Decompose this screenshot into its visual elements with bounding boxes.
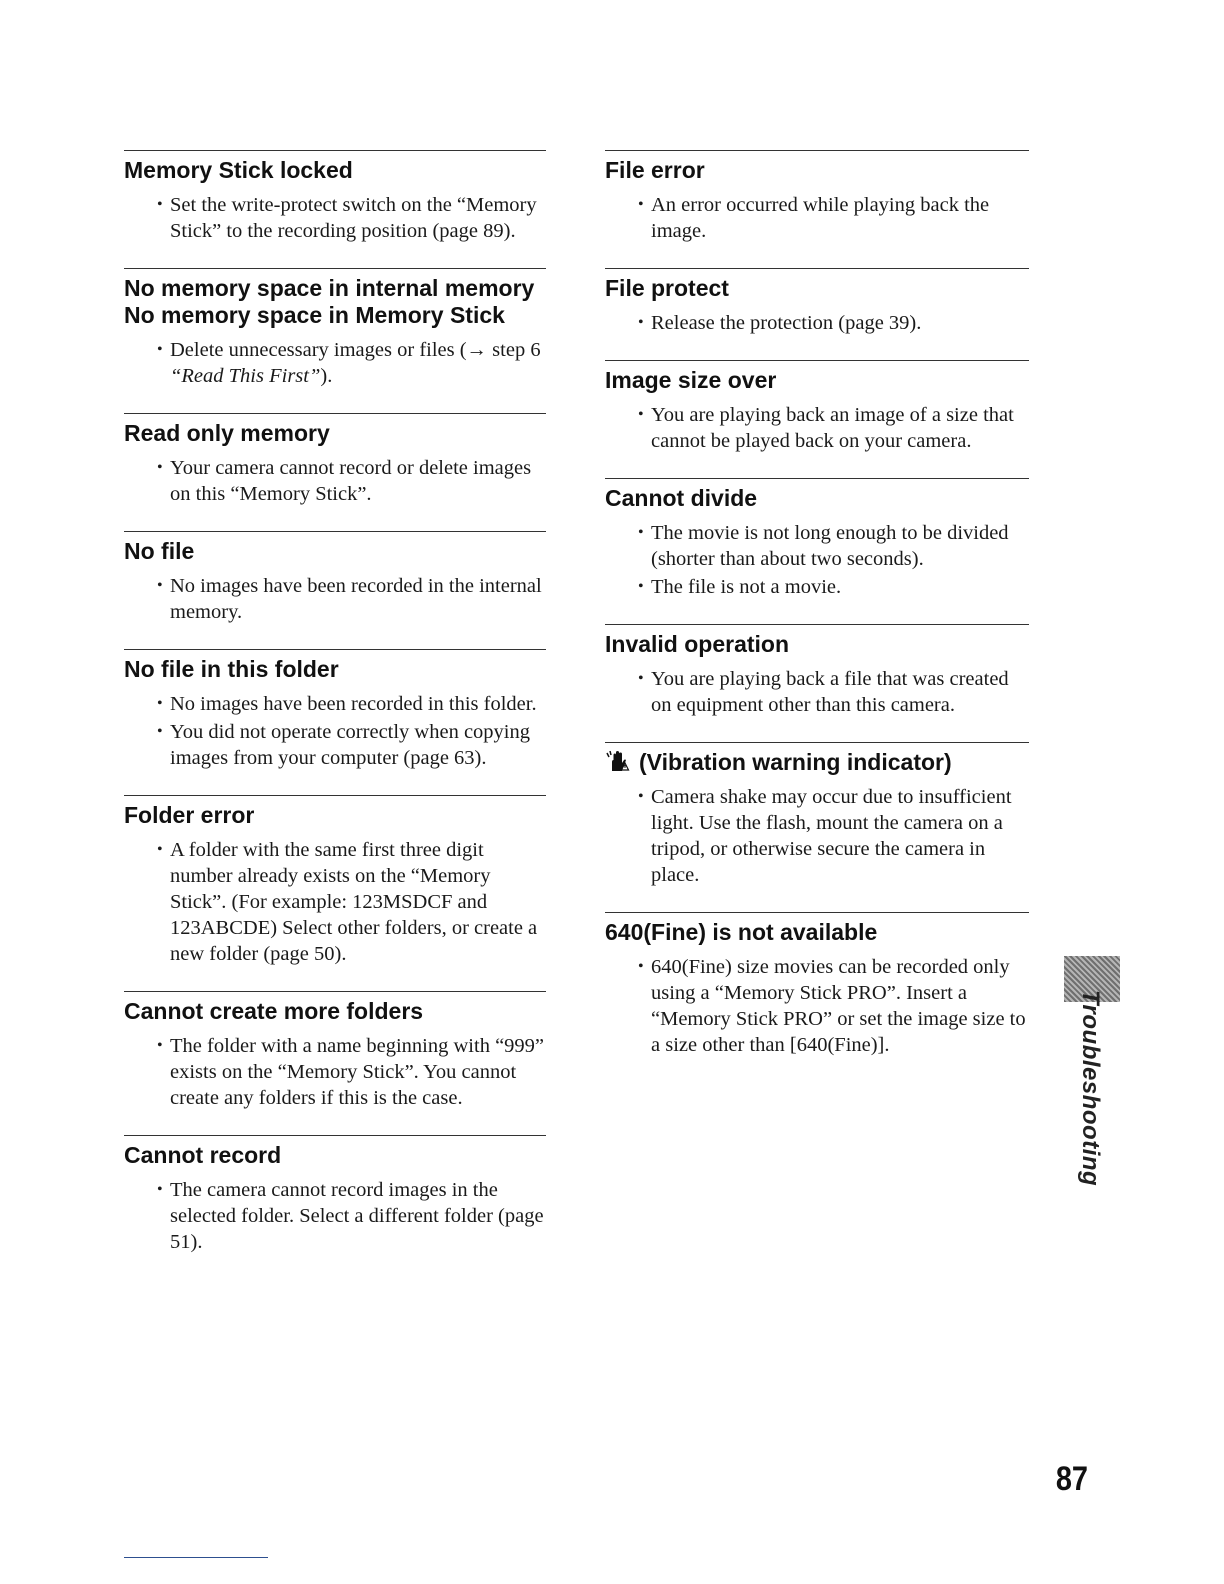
side-tab-label: Troubleshooting bbox=[1077, 989, 1104, 1187]
section-file-protect bbox=[605, 268, 1029, 336]
list-item: • No images have been recorded in this folder. bbox=[170, 691, 546, 717]
message-list bbox=[124, 337, 546, 389]
section-title: (Vibration warning indicator) bbox=[605, 749, 1029, 776]
section-cannot-divide bbox=[605, 478, 1029, 600]
section-title: Read only memory bbox=[124, 420, 330, 446]
section-title: Cannot record bbox=[124, 1142, 282, 1168]
section-image-size-over bbox=[605, 360, 1029, 454]
right-column bbox=[605, 150, 1029, 1082]
footer-line bbox=[124, 1557, 268, 1558]
section-no-memory-space bbox=[124, 268, 546, 389]
message-list bbox=[124, 455, 546, 507]
section-read-only-memory bbox=[124, 413, 546, 507]
list-item: • Delete unnecessary images or files (→ step 6 “Read This First”). bbox=[170, 337, 546, 389]
message-list bbox=[124, 1177, 546, 1255]
section-title: No file bbox=[124, 538, 195, 564]
left-column bbox=[124, 150, 546, 1279]
section-title: No file in this folder bbox=[124, 656, 339, 682]
list-item: • The movie is not long enough to be divided (shorter than about two seconds). bbox=[651, 520, 1029, 572]
section-file-error bbox=[605, 150, 1029, 244]
message-list bbox=[124, 837, 546, 967]
message-list bbox=[605, 666, 1029, 718]
section-title: 640(Fine) is not available bbox=[605, 919, 878, 945]
section-title: Cannot create more folders bbox=[124, 998, 424, 1024]
message-list bbox=[605, 192, 1029, 244]
section-title: File protect bbox=[605, 275, 729, 301]
section-no-file-in-folder bbox=[124, 649, 546, 771]
list-item: • No images have been recorded in the internal memory. bbox=[170, 573, 546, 625]
section-memory-stick-locked bbox=[124, 150, 546, 244]
message-list bbox=[124, 691, 546, 771]
message-list bbox=[605, 784, 1029, 888]
list-item: • Camera shake may occur due to insufficient light. Use the flash, mount the camera on a tripod, or otherwise secure the camera in place. bbox=[651, 784, 1029, 888]
message-list bbox=[124, 1033, 546, 1111]
list-item: • You did not operate correctly when copying images from your computer (page 63). bbox=[170, 719, 546, 771]
list-item: • Set the write-protect switch on the “Memory Stick” to the recording position (page 89). bbox=[170, 192, 546, 244]
manual-title: “Read This First” bbox=[170, 365, 321, 387]
section-title: Image size over bbox=[605, 367, 777, 393]
list-item: • You are playing back an image of a size that cannot be played back on your camera. bbox=[651, 402, 1029, 454]
list-item: • The folder with a name beginning with “999” exists on the “Memory Stick”. You cannot create any folders if this is the case. bbox=[170, 1033, 546, 1111]
list-item: • A folder with the same first three digit number already exists on the “Memory Stick”. (For example: 123MSDCF and 123ABCDE) Select other folders, or create a new folder (page 50). bbox=[170, 837, 546, 967]
list-item: • The camera cannot record images in the selected folder. Select a different folder (page 51). bbox=[170, 1177, 546, 1255]
section-cannot-record bbox=[124, 1135, 546, 1255]
list-item: • Your camera cannot record or delete images on this “Memory Stick”. bbox=[170, 455, 546, 507]
section-title: Invalid operation bbox=[605, 631, 790, 657]
section-folder-error bbox=[124, 795, 546, 967]
section-no-file bbox=[124, 531, 546, 625]
section-invalid-operation bbox=[605, 624, 1029, 718]
section-640-fine-not-available bbox=[605, 912, 1029, 1058]
message-list bbox=[124, 192, 546, 244]
message-list bbox=[605, 520, 1029, 600]
section-title: Cannot divide bbox=[605, 485, 758, 511]
list-item: • You are playing back a file that was created on equipment other than this camera. bbox=[651, 666, 1029, 718]
message-list bbox=[605, 310, 1029, 336]
section-title: File error bbox=[605, 157, 705, 183]
section-cannot-create-folders bbox=[124, 991, 546, 1111]
list-item: • 640(Fine) size movies can be recorded only using a “Memory Stick PRO”. Insert a “Memory Stick PRO” or set the image size to a size other than [640(Fine)]. bbox=[651, 954, 1029, 1058]
section-title: Folder error bbox=[124, 802, 255, 828]
message-list bbox=[605, 402, 1029, 454]
page-number: 87 bbox=[1055, 1460, 1088, 1498]
section-title: No memory space in internal memory No memory space in Memory Stick bbox=[124, 275, 535, 328]
message-list bbox=[124, 573, 546, 625]
list-item: • An error occurred while playing back the image. bbox=[651, 192, 1029, 244]
section-title: Memory Stick locked bbox=[124, 157, 353, 183]
message-list bbox=[605, 954, 1029, 1058]
list-item: • The file is not a movie. bbox=[651, 574, 1029, 600]
section-vibration-warning bbox=[605, 742, 1029, 888]
list-item: • Release the protection (page 39). bbox=[651, 310, 1029, 336]
vibration-warning-icon bbox=[605, 749, 631, 773]
